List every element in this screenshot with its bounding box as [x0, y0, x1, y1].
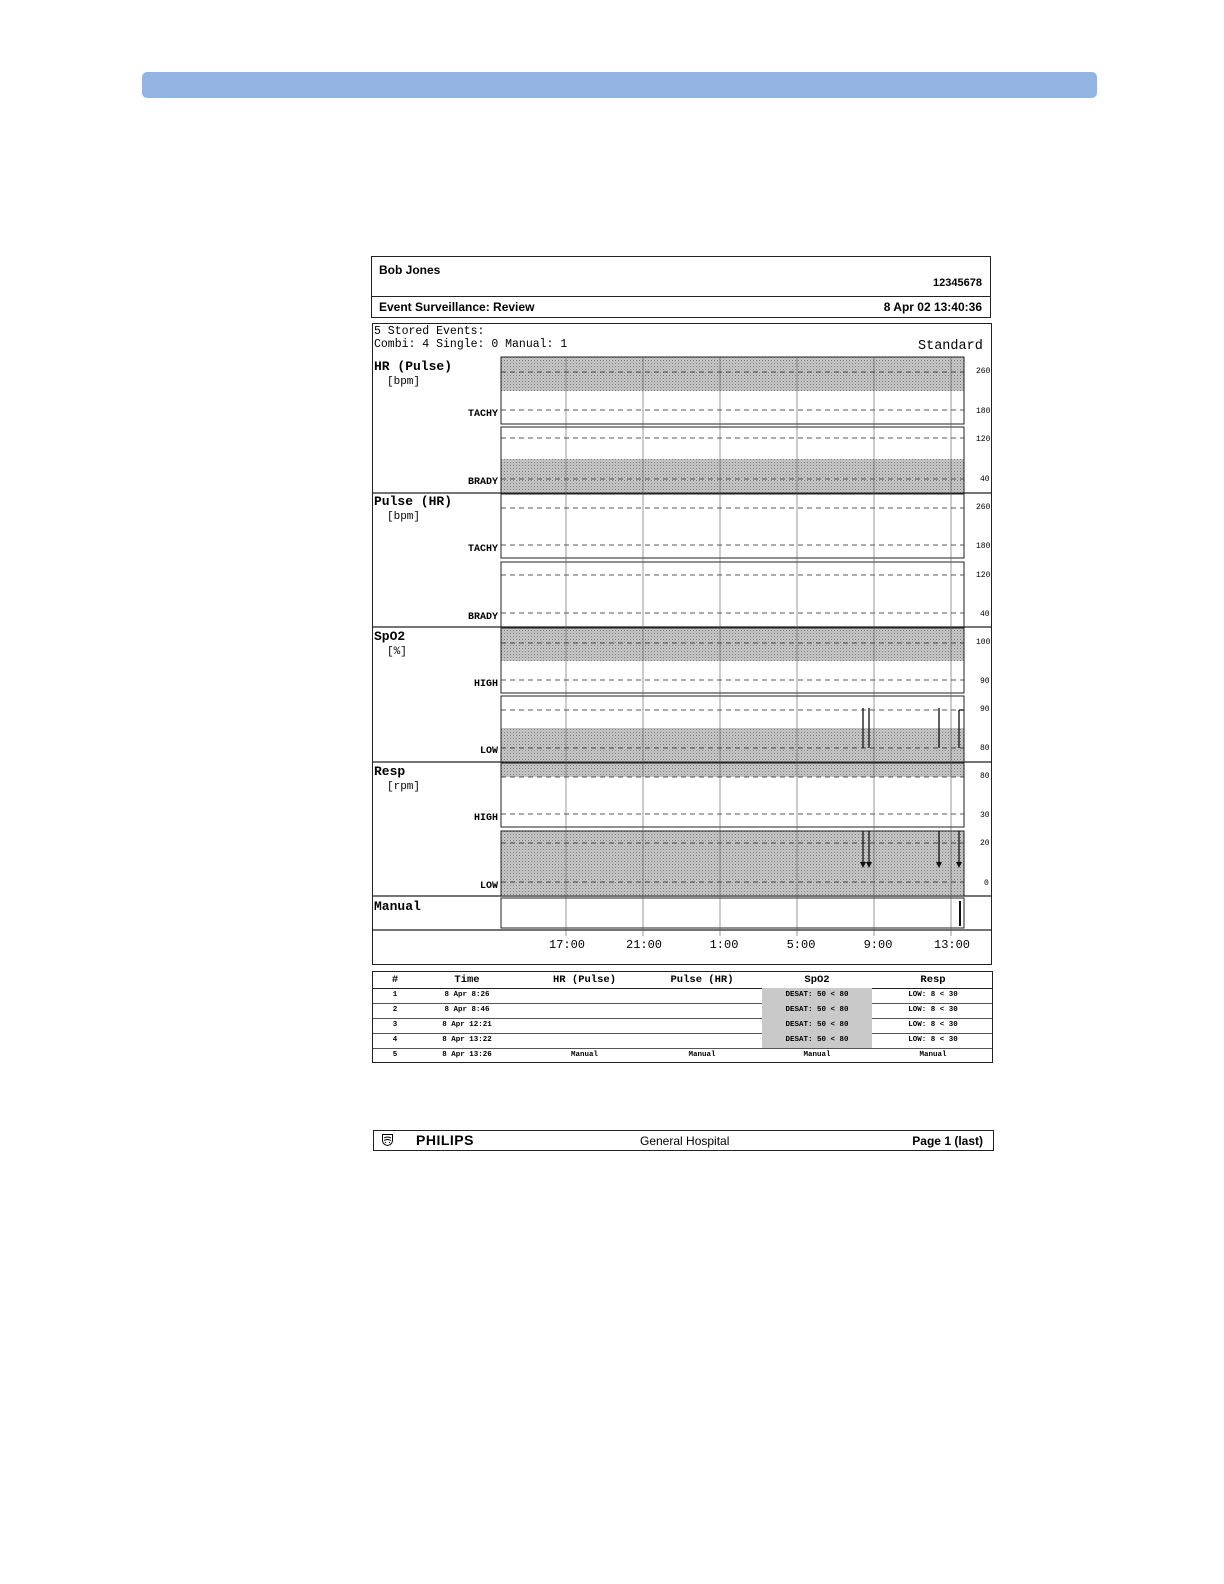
events-table	[372, 971, 993, 1063]
spo2-upper-alarm-band	[501, 628, 964, 661]
event-pulse: Manual	[688, 1051, 716, 1059]
pulse-lower-frame	[501, 562, 964, 627]
resp-scale-value: 30	[980, 811, 990, 820]
time-tick-label: 1:00	[709, 938, 739, 952]
table-header-row	[373, 973, 992, 989]
hr-scale-value: 120	[976, 435, 991, 444]
table-header-cell: Pulse (HR)	[670, 974, 734, 986]
table-row	[373, 1018, 992, 1034]
display-mode: Standard	[918, 339, 983, 354]
pulse-scale-value: 120	[976, 571, 991, 580]
pulse-tachy-label: TACHY	[467, 544, 498, 555]
resp-high-label: HIGH	[473, 813, 498, 824]
event-time: 8 Apr 13:26	[442, 1051, 492, 1059]
event-number: 3	[392, 1021, 398, 1029]
event-hr: Manual	[570, 1051, 598, 1059]
hr-brady-label: BRADY	[467, 477, 498, 488]
resp-upper-plot	[501, 763, 964, 827]
table-header-cell: #	[391, 974, 399, 986]
event-pulse	[643, 1003, 761, 1018]
pulse-upper-plot	[501, 494, 964, 558]
event-resp: LOW: 8 < 30	[908, 1021, 958, 1029]
resp-lower-alarm-band	[501, 831, 964, 896]
pulse-param-name: Pulse (HR)	[374, 494, 453, 509]
spo2-param-unit: [%]	[387, 646, 407, 658]
table-header-cell: SpO2	[804, 974, 830, 986]
event-pulse	[643, 988, 761, 1003]
pulse-param-unit: [bpm]	[387, 511, 421, 523]
table-row	[373, 1033, 992, 1049]
spo2-param-name: SpO2	[374, 629, 406, 644]
hr-scale-value: 180	[976, 407, 991, 416]
time-tick-label: 5:00	[786, 938, 816, 952]
spo2-low-label: LOW	[479, 746, 498, 757]
time-tick-label: 21:00	[625, 938, 663, 952]
event-resp: LOW: 8 < 30	[908, 1006, 958, 1014]
event-number: 5	[392, 1051, 398, 1059]
spo2-scale-value: 100	[976, 638, 991, 647]
patient-id: 12345678	[933, 277, 982, 289]
resp-param-unit: [rpm]	[387, 781, 421, 793]
hr-upper-plot	[501, 357, 964, 424]
event-time: 8 Apr 8:26	[444, 991, 490, 999]
resp-scale-value: 80	[980, 772, 990, 781]
event-resp: Manual	[919, 1051, 947, 1059]
resp-lower-plot	[501, 831, 964, 896]
report-datetime: 8 Apr 02 13:40:36	[883, 300, 982, 314]
pulse-upper-frame	[501, 494, 964, 558]
table-row	[373, 1003, 992, 1019]
resp-low-label: LOW	[479, 881, 498, 892]
table-header-cell: Time	[454, 974, 480, 986]
report-footer	[373, 1130, 994, 1151]
event-number: 4	[392, 1036, 398, 1044]
table-row	[373, 1048, 992, 1063]
page-number: Page 1 (last)	[912, 1134, 983, 1148]
event-number: 1	[392, 991, 398, 999]
table-header-cell: Resp	[920, 974, 946, 986]
event-number: 2	[392, 1006, 398, 1014]
pulse-scale-value: 180	[976, 542, 991, 551]
hr-param-name: HR (Pulse)	[374, 359, 453, 374]
event-resp: LOW: 8 < 30	[908, 1036, 958, 1044]
table-header-cell: HR (Pulse)	[552, 974, 616, 986]
event-resp: LOW: 8 < 30	[908, 991, 958, 999]
hr-lower-alarm-band	[501, 459, 964, 493]
event-spo2: DESAT: 50 < 80	[762, 1003, 872, 1018]
spo2-lower-alarm-band	[501, 728, 964, 762]
time-tick-label: 9:00	[863, 938, 893, 952]
resp-upper-alarm-band	[501, 763, 964, 777]
hr-param-unit: [bpm]	[387, 376, 421, 388]
resp-scale-value: 0	[984, 879, 989, 888]
event-pulse	[643, 1018, 761, 1033]
patient-name: Bob Jones	[379, 263, 441, 277]
time-tick-label: 13:00	[933, 938, 971, 952]
resp-param-name: Resp	[374, 764, 406, 779]
time-tick-label: 17:00	[548, 938, 586, 952]
event-time: 8 Apr 12:21	[442, 1021, 492, 1029]
hr-tachy-label: TACHY	[467, 409, 498, 420]
spo2-upper-plot	[501, 628, 964, 693]
manual-param-name: Manual	[374, 899, 421, 914]
event-pulse	[643, 1033, 761, 1048]
hr-lower-plot	[501, 427, 964, 493]
event-hr	[527, 1018, 642, 1033]
table-row	[373, 988, 992, 1004]
resp-scale-value: 20	[980, 839, 990, 848]
spo2-scale-value: 80	[980, 744, 990, 753]
event-spo2: DESAT: 50 < 80	[762, 988, 872, 1003]
hospital-name: General Hospital	[640, 1134, 730, 1148]
pulse-scale-value: 260	[976, 503, 991, 512]
event-time: 8 Apr 13:22	[442, 1036, 492, 1044]
event-hr	[527, 1003, 642, 1018]
manual-frame	[501, 898, 964, 928]
brand-name: PHILIPS	[416, 1132, 474, 1148]
event-hr	[527, 988, 642, 1003]
hr-scale-value: 260	[976, 367, 991, 376]
report-title: Event Surveillance: Review	[379, 300, 535, 314]
philips-shield-icon	[382, 1134, 393, 1146]
manual-plot	[501, 898, 964, 928]
summary-line-1: 5 Stored Events:	[374, 325, 485, 338]
hr-scale-value: 40	[980, 475, 990, 484]
event-hr	[527, 1033, 642, 1048]
spo2-scale-value: 90	[980, 705, 990, 714]
event-time: 8 Apr 8:46	[444, 1006, 490, 1014]
event-spo2: Manual	[803, 1051, 831, 1059]
pulse-brady-label: BRADY	[467, 612, 498, 623]
pulse-scale-value: 40	[980, 610, 990, 619]
spo2-high-label: HIGH	[473, 679, 498, 690]
spo2-scale-value: 90	[980, 677, 990, 686]
hr-upper-alarm-band	[501, 357, 964, 391]
event-spo2: DESAT: 50 < 80	[762, 1018, 872, 1033]
summary-line-2: Combi: 4 Single: 0 Manual: 1	[374, 338, 568, 351]
event-spo2: DESAT: 50 < 80	[762, 1033, 872, 1048]
pulse-lower-plot	[501, 562, 964, 627]
spo2-lower-plot	[501, 696, 964, 762]
